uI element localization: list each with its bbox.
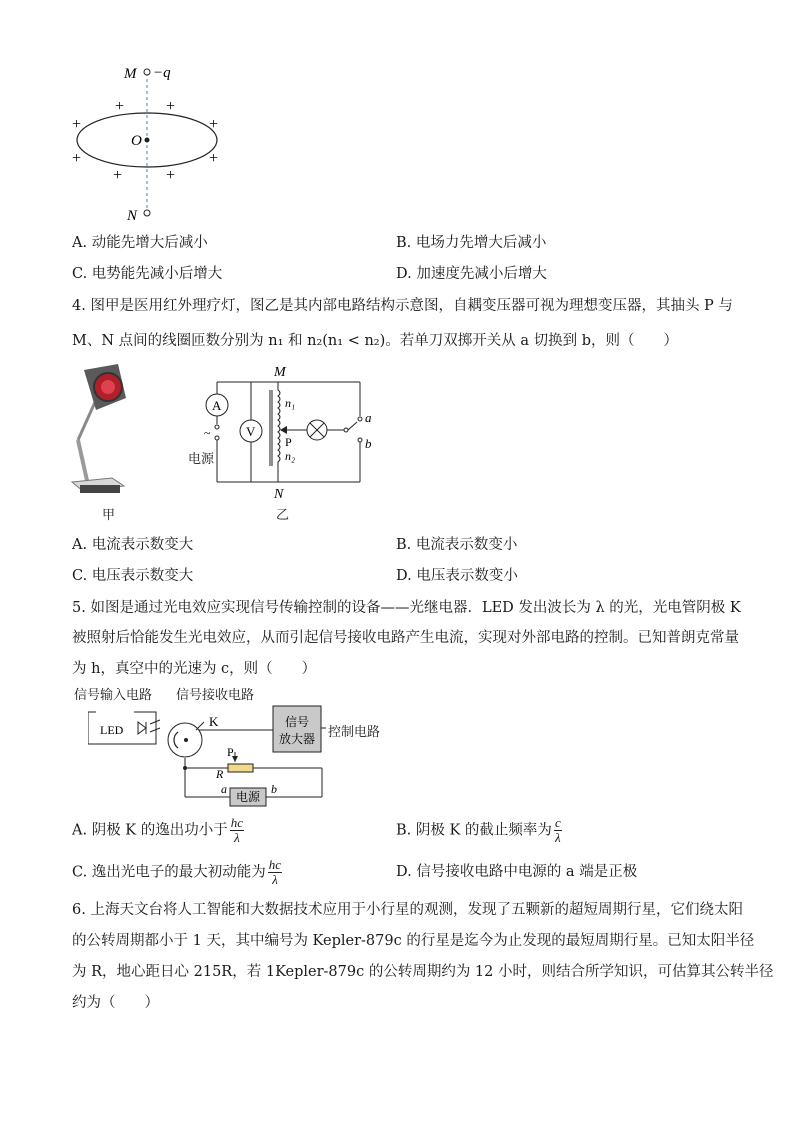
signal-input-label: 信号输入电路 (74, 688, 153, 703)
label-minus-q: −q (153, 65, 171, 81)
label-a: a (221, 782, 227, 796)
q4-option-a: A. 电流表示数变大 (72, 537, 194, 553)
label-p: P (285, 435, 292, 449)
q4-stem-line-2: M、N 点间的线圈匝数分别为 n₁ 和 n₂(n₁ < n₂)。若单刀双掷开关从 a 切换到 b，则（ ） (72, 333, 679, 349)
plus-sign: + (72, 116, 82, 133)
q5-option-a-text: A. 阴极 K 的逸出功小于 (72, 822, 228, 839)
q3-option-c: C. 电势能先减小后增大 (72, 266, 223, 282)
q4-option-c: C. 电压表示数变大 (72, 568, 194, 584)
led-light-ray (150, 728, 160, 732)
label-n: N (274, 487, 284, 502)
q5-option-a (72, 816, 246, 845)
q4-option-d: D. 电压表示数变小 (396, 568, 518, 584)
fraction-hc-over-lambda (230, 816, 244, 845)
tap-arrow (280, 426, 287, 434)
q5-photorelay-diagram (88, 700, 398, 810)
cathode-lead (196, 722, 204, 730)
power-source-label: 电源 (188, 452, 215, 467)
q5-stem-line-1: 5. 如图是通过光电效应实现信号传输控制的设备——光继电器．LED 发出波长为 λ 的光，光电管阴极 K (72, 600, 741, 616)
plus-sign: + (209, 116, 219, 133)
q6-stem-line-2: 的公转周期都小于 1 天，其中编号为 Kepler-879c 的行星是迄今为止发现的最短周期行星。已知太阳半径 (72, 933, 755, 949)
caption-yi: 乙 (276, 508, 290, 523)
source-terminal (215, 425, 219, 429)
rheostat-r (228, 764, 253, 772)
point-m-marker (144, 69, 150, 75)
fraction-denominator: λ (234, 830, 240, 845)
q4-circuit-diagram (185, 362, 380, 517)
q5-option-c (72, 858, 284, 887)
plus-sign: + (166, 98, 176, 115)
label-m: M (124, 66, 137, 82)
label-a: a (365, 410, 372, 425)
q5-option-d: D. 信号接收电路中电源的 a 端是正极 (396, 864, 638, 880)
label-n2: n₂ (285, 449, 296, 463)
center-o-marker (145, 138, 150, 143)
source-terminal (215, 436, 219, 440)
label-m: M (274, 365, 286, 380)
amp-label-1: 信号 (285, 715, 310, 729)
q5-option-b (396, 816, 564, 845)
ammeter-label: A (212, 398, 222, 413)
plus-sign: + (115, 98, 125, 115)
amp-label-2: 放大器 (279, 732, 316, 746)
q3-option-b: B. 电场力先增大后减小 (396, 235, 547, 251)
led-label: LED (100, 723, 124, 737)
label-b: b (271, 782, 277, 796)
lamp-base-side (80, 485, 120, 493)
fraction-denominator: λ (555, 830, 561, 845)
label-k: K (209, 714, 219, 729)
switch-terminal-b (358, 438, 362, 442)
switch-terminal-a (358, 417, 362, 421)
power-source-label: 电源 (236, 790, 261, 804)
label-n: N (127, 208, 138, 224)
fraction-numerator: hc (268, 857, 282, 872)
led-diode-symbol (138, 722, 146, 734)
label-p: P (227, 745, 234, 759)
q5-option-b-text: B. 阴极 K 的截止频率为 (396, 822, 552, 839)
control-circuit-label: 控制电路 (328, 725, 381, 740)
plus-sign: + (166, 167, 176, 184)
ac-symbol: ~ (204, 426, 211, 440)
plus-sign: + (72, 150, 82, 167)
q3-option-d: D. 加速度先减小后增大 (396, 266, 547, 282)
infrared-lamp-image (66, 360, 141, 500)
plus-sign: + (113, 167, 123, 184)
led-light-ray (150, 720, 160, 724)
q6-stem-line-4: 约为（ ） (72, 995, 159, 1011)
q4-option-b: B. 电流表示数变小 (396, 537, 518, 553)
lamp-arm (78, 400, 96, 440)
fraction-numerator: c (554, 815, 561, 830)
caption-jia: 甲 (102, 508, 116, 523)
voltmeter-label: V (246, 424, 256, 439)
fraction-denominator: λ (272, 872, 278, 887)
q3-option-a: A. 动能先增大后减小 (72, 235, 208, 251)
q3-charged-ring-figure (60, 60, 240, 225)
fraction-numerator: hc (230, 815, 244, 830)
q5-stem-line-2: 被照射后恰能发生光电效应，从而引起信号接收电路产生电流，实现对外部电路的控制。已知普朗克常量 (72, 630, 739, 646)
point-n-marker (144, 210, 150, 216)
led-label-bg (96, 708, 134, 718)
anode-dot (184, 738, 188, 742)
q4-stem-line-1: 4. 图甲是医用红外理疗灯，图乙是其内部电路结构示意图，自耦变压器可视为理想变压器，其抽头 P 与 (72, 298, 733, 314)
label-o: O (131, 133, 142, 149)
q5-stem-line-3: 为 h，真空中的光速为 c，则（ ） (72, 661, 317, 677)
fraction-hc-over-lambda (268, 858, 282, 887)
switch-pivot (344, 428, 348, 432)
label-n1: n₁ (285, 396, 296, 410)
signal-receive-label: 信号接收电路 (176, 688, 255, 703)
lamp-bulb-glow (101, 380, 115, 394)
label-r: R (216, 767, 224, 781)
plus-sign: + (209, 150, 219, 167)
junction-dot (183, 766, 187, 770)
label-b: b (365, 436, 372, 451)
fraction-c-over-lambda (554, 816, 562, 845)
q6-stem-line-3: 为 R，地心距日心 215R，若 1Kepler-879c 的公转周期约为 12 小时，则结合所学知识，可估算其公转半径 (72, 964, 774, 980)
q6-stem-line-1: 6. 上海天文台将人工智能和大数据技术应用于小行星的观测，发现了五颗新的超短周期行星，它们绕太阳 (72, 902, 743, 918)
lamp-stand (78, 440, 88, 485)
q5-option-c-text: C. 逸出光电子的最大初动能为 (72, 864, 266, 881)
